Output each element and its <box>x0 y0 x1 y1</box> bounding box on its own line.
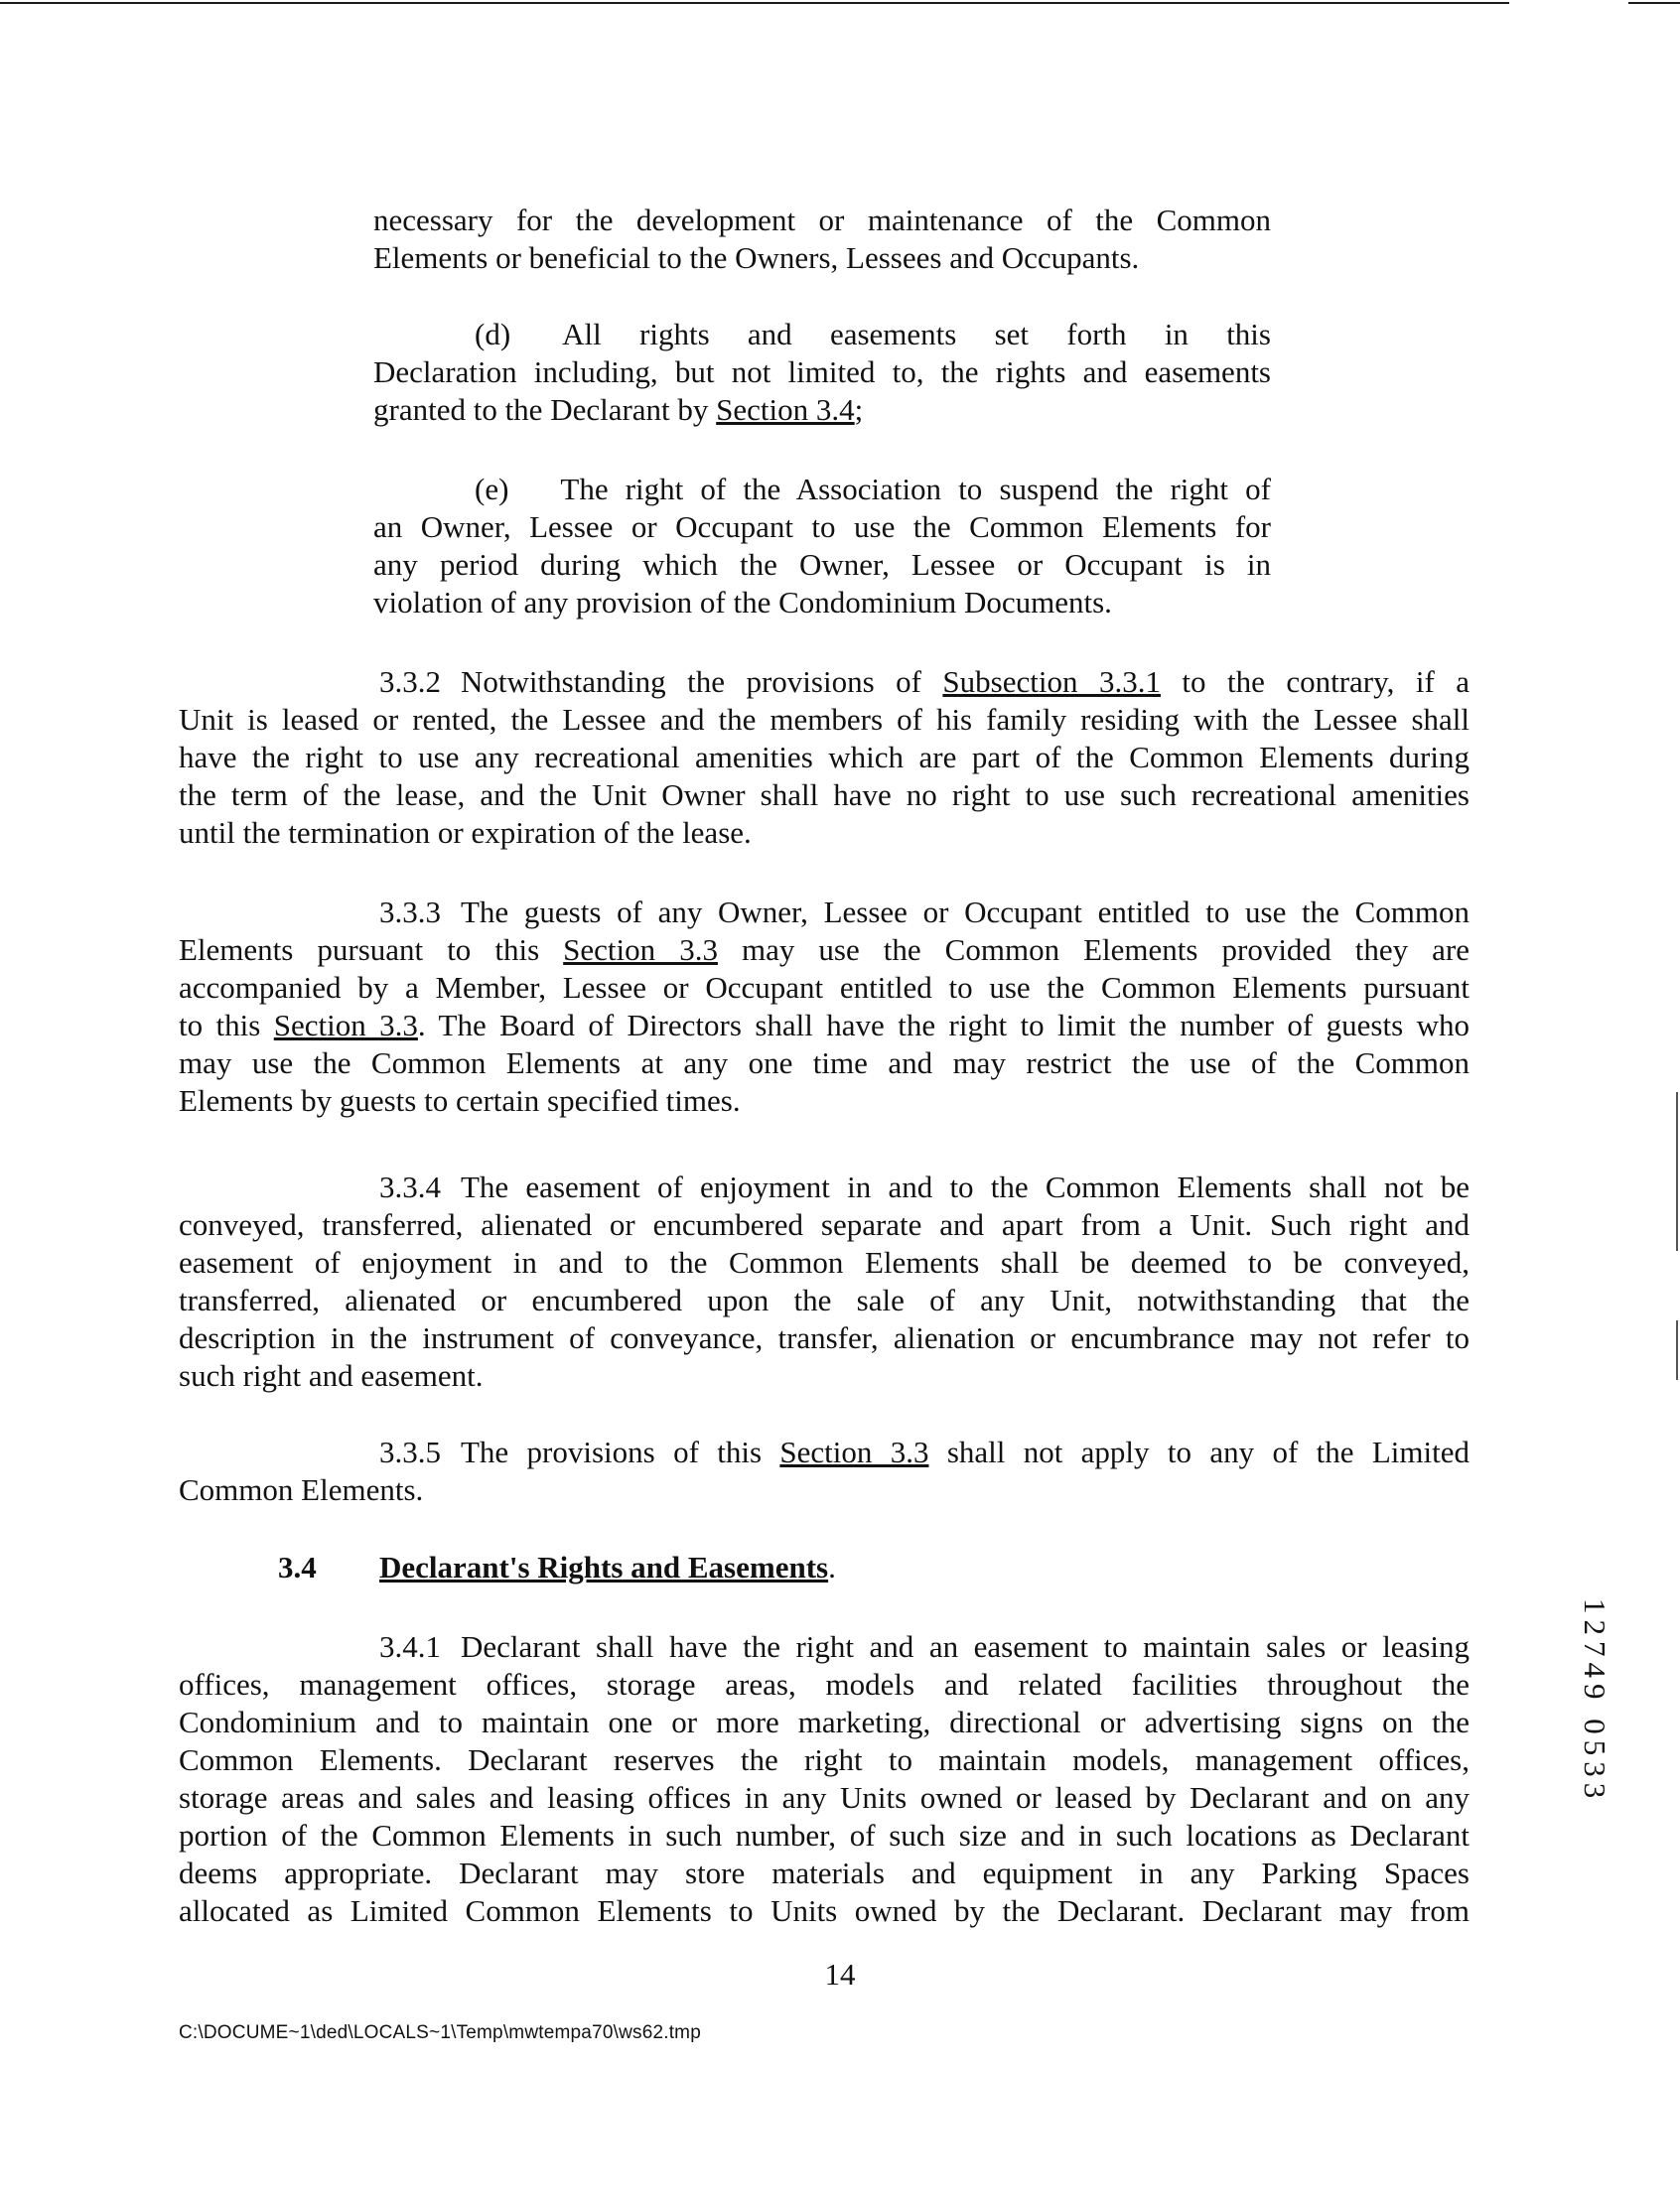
section-reference-link[interactable]: Subsection 3.3.1 <box>942 664 1161 699</box>
paragraph-3-3-3 <box>179 894 1470 1120</box>
heading-title: Declarant's Rights and Easements <box>379 1550 829 1584</box>
text-line: 3.3.2 Notwithstanding the provisions of Subsection 3.3.1 to the contrary, if a <box>379 664 1470 699</box>
text-line: Condominium and to maintain one or more marketing, directional or advertising signs on the <box>179 1705 1470 1739</box>
item-text: All rights and easements set forth in this <box>562 317 1271 351</box>
heading-number: 3.4 <box>278 1550 317 1584</box>
text-line: description in the instrument of conveyance, transfer, alienation or encumbrance may not refer to <box>179 1320 1470 1355</box>
paragraph-3-3-2 <box>179 663 1470 852</box>
paragraph-e <box>373 471 1271 621</box>
text-line: the term of the lease, and the Unit Owner shall have no right to use such recreational amenities <box>179 777 1470 812</box>
text-line <box>373 316 1271 353</box>
scan-edge-mark <box>1676 1092 1678 1251</box>
scan-top-edge-gap <box>1509 1 1628 4</box>
section-number: 3.3.2 <box>379 664 441 699</box>
text-line: accompanied by a Member, Lessee or Occupant entitled to use the Common Elements pursuant <box>179 970 1470 1005</box>
text-line: Declaration including, but not limited to, the rights and easements <box>373 354 1271 389</box>
text-line: storage areas and sales and leasing offices in any Units owned or leased by Declarant and on any <box>179 1780 1470 1815</box>
text-line: 3.3.4 The easement of enjoyment in and to the Common Elements shall not be <box>379 1170 1470 1204</box>
section-reference-link[interactable]: Section 3.3 <box>273 1008 418 1042</box>
section-number: 3.3.3 <box>379 895 441 929</box>
text-line: allocated as Limited Common Elements to Units owned by the Declarant. Declarant may from <box>179 1893 1470 1928</box>
text-line: Elements by guests to certain specified times. <box>179 1083 741 1118</box>
text-line: offices, management offices, storage areas, models and related facilities throughout the <box>179 1667 1470 1702</box>
text-line: may use the Common Elements at any one time and may restrict the use of the Common <box>179 1045 1470 1080</box>
text-line: 3.3.3 The guests of any Owner, Lessee or Occupant entitled to use the Common <box>379 895 1470 929</box>
text-line: deems appropriate. Declarant may store materials and equipment in any Parking Spaces <box>179 1856 1470 1890</box>
section-heading-3-4: 3.4 Declarant's Rights and Easements. <box>278 1550 836 1584</box>
text-line: 3.4.1 Declarant shall have the right and an easement to maintain sales or leasing <box>379 1629 1470 1664</box>
paragraph-3-3-4 <box>179 1169 1470 1395</box>
section-reference-link[interactable]: Section 3.3 <box>779 1435 929 1469</box>
paragraph-3-4-1 <box>179 1628 1470 1930</box>
section-number: 3.4.1 <box>379 1629 441 1664</box>
section-number: 3.3.4 <box>379 1170 441 1204</box>
item-label: (d) <box>475 317 511 351</box>
text-line: portion of the Common Elements in such number, of such size and in such locations as Declarant <box>179 1818 1470 1853</box>
text-line: until the termination or expiration of the lease. <box>179 815 752 850</box>
section-number: 3.3.5 <box>379 1435 441 1469</box>
text-line: conveyed, transferred, alienated or encumbered separate and apart from a Unit. Such right and <box>179 1207 1470 1242</box>
text-line: Common Elements. <box>179 1472 424 1507</box>
text-line <box>373 471 1271 508</box>
recording-stamp: 12749 0533 <box>1578 1598 1612 1805</box>
text-line: have the right to use any recreational amenities which are part of the Common Elements during <box>179 740 1470 774</box>
text-line: an Owner, Lessee or Occupant to use the Common Elements for <box>373 509 1271 544</box>
page-number: 14 <box>824 1957 856 1992</box>
paragraph-continuation <box>373 202 1271 277</box>
text-line: Unit is leased or rented, the Lessee and the members of his family residing with the Lessee shall <box>179 702 1470 737</box>
text-line: Common Elements. Declarant reserves the right to maintain models, management offices, <box>179 1742 1470 1777</box>
text-line: violation of any provision of the Condominium Documents. <box>373 585 1112 620</box>
text-line: transferred, alienated or encumbered upon the sale of any Unit, notwithstanding that the <box>179 1283 1470 1317</box>
text-line: 3.3.5 The provisions of this Section 3.3 shall not apply to any of the Limited <box>379 1435 1470 1469</box>
item-text: The right of the Association to suspend the right of <box>560 472 1271 506</box>
text-line: granted to the Declarant by Section 3.4; <box>373 392 864 427</box>
text-line: necessary for the development or maintenance of the Common <box>373 203 1271 237</box>
scan-top-edge <box>0 2 1680 4</box>
text-line: easement of enjoyment in and to the Common Elements shall be deemed to be conveyed, <box>179 1245 1470 1280</box>
section-reference-link[interactable]: Section 3.3 <box>563 932 718 967</box>
text-line: such right and easement. <box>179 1358 484 1393</box>
text-line: any period during which the Owner, Lessee or Occupant is in <box>373 547 1271 582</box>
paragraph-3-3-5 <box>179 1434 1470 1509</box>
file-path-footer: C:\DOCUME~1\ded\LOCALS~1\Temp\mwtempa70\ws62.tmp <box>179 2022 701 2043</box>
paragraph-d <box>373 316 1271 429</box>
item-label: (e) <box>475 472 509 506</box>
text-line: to this Section 3.3. The Board of Directors shall have the right to limit the number of guests who <box>179 1008 1470 1042</box>
text-line: Elements pursuant to this Section 3.3 may use the Common Elements provided they are <box>179 932 1470 967</box>
scan-edge-mark <box>1676 1320 1678 1380</box>
section-reference-link[interactable]: Section 3.4 <box>716 392 855 427</box>
text-line: Elements or beneficial to the Owners, Lessees and Occupants. <box>373 240 1140 275</box>
